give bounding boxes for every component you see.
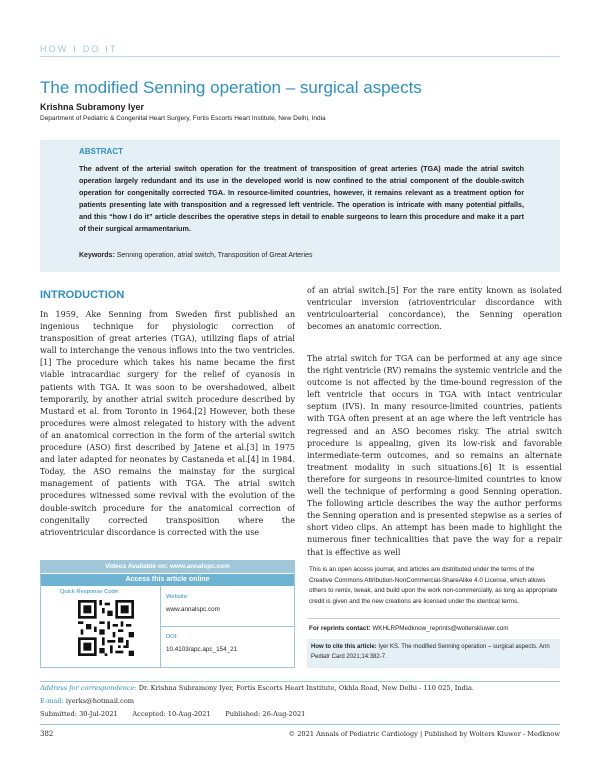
qr-code-label: Quick Response Code: xyxy=(60,589,120,595)
reprints-email[interactable]: WKHLRPMedknow_reprints@wolterskluwer.com xyxy=(372,625,509,632)
introduction-left-column: In 1959, Ake Senning from Sweden first published an ingenious technique for physiologic correction of transposition of great arteries (TGA), utilizing flaps of atrial wall to interchange the venous inflows into the two ventricles.[1] The procedure which takes his name became the first viable intracardiac surgery for the relief of cyanosis in patients with TGA. It was soon to be overshadowed, albeit temporarily, by another atrial switch procedure described by Mustard et al. from Toronto in 1964.[2] However, both these procedures were almost relegated to history with the advent of an anatomical correction in the form of the arterial switch procedure (ASO) first described by Jatene et al.[3] in 1975 and later adapted for neonates by Castaneda et al.[4] in 1984. Today, the ASO remains the mainstay for the surgical management of patients with TGA. The atrial switch procedures witnessed some revival with the evolution of the double-switch procedure for the anatomical correction of congenitally corrected transposition where the atrioventricular discordance is corrected with the use xyxy=(40,310,295,537)
website-link[interactable]: www.annalspc.com xyxy=(166,606,220,613)
reprints-label: For reprints contact: xyxy=(309,625,371,632)
access-box-row-divider xyxy=(160,626,294,627)
email-label: E-mail: xyxy=(40,697,64,705)
correspondence-text: Dr. Krishna Subramony Iyer, Fortis Escorts Heart Institute, Okhla Road, New Delhi - 110 025, India. xyxy=(138,684,475,692)
reprints-contact xyxy=(309,625,509,632)
citation-text: Iyer KS. The modified Senning operation – surgical aspects. Ann Pediatr Card 2021;14:382-7. xyxy=(311,644,550,660)
keywords-list: Senning operation, atrial switch, Transposition of Great Arteries xyxy=(116,252,313,259)
citation-text-block xyxy=(311,642,557,662)
citation-label: How to cite this article: xyxy=(311,644,377,650)
page-number: 382 xyxy=(40,730,54,738)
author-affiliation: Department of Pediatric & Congenital Heart Surgery, Fortis Escorts Heart Institute, New Delhi, India xyxy=(40,115,326,122)
website-label: Website: xyxy=(166,594,189,600)
published-date: Published: 26-Aug-2021 xyxy=(225,710,306,718)
keywords-label: Keywords: xyxy=(79,252,115,259)
license-divider xyxy=(307,618,560,619)
submitted-date: Submitted: 30-Jul-2021 xyxy=(40,710,118,718)
footer-divider xyxy=(40,724,560,725)
open-access-license-text: This is an open access journal, and articles are distributed under the terms of the Creative Commons Attribution-NonCommercial-ShareAlike 4.0 License, which allows others to remix, tweak, and build upon the work non-commercially, as long as appropriate credit is given and the new creations are licensed under the identical terms. xyxy=(309,566,558,605)
abstract-text: The advent of the arterial switch operation for the treatment of transposition of great arteries (TGA) made the atrial switch operation largely redundant and its use in the developed world is now confined to the atrial component of the double-switch operation for congenitally corrected TGA. In resource-limited countries, however, it remains relevant as a treatment option for patients presenting late with transposition and a regressed left ventricle. The operation is intricate with many potential pitfalls, and this “how I do it” article describes the operative steps in detail to enable surgeons to learn this procedure and make it a part of their surgical armamentarium. xyxy=(79,164,524,233)
accepted-date: Accepted: 10-Aug-2021 xyxy=(132,710,211,718)
author-name: Krishna Subramony Iyer xyxy=(40,102,145,112)
correspondence-label: Address for correspondence: xyxy=(40,684,137,692)
article-dates xyxy=(40,710,305,718)
introduction-heading: INTRODUCTION xyxy=(40,289,125,301)
introduction-right-column-para2: The atrial switch for TGA can be performed at any age since the right ventricle (RV) remains the systemic ventricle and the outcome is not affected by the time-bound regression of the left ventricle that occurs in TGA with intact ventricular septum (IVS). In many resource-limited countries, patients with TGA often present at an age where the left ventricle has regressed and an ASO becomes risky. The atrial switch procedure is appealing, given its low-risk and favorable intermediate-term outcomes, and so remains an alternate treatment modality in such situations.[6] It is essential therefore for surgeons in resource-limited countries to know well the technique of performing a good Senning operation. The following article describes the way the author performs the Senning operation and is presented stepwise as a series of short video clips. An attempt has been made to highlight the numerous finer technicalities that pave the way for a repair that is effective as well xyxy=(307,354,562,557)
introduction-right-column-para1: of an atrial switch.[5] For the rare entity known as isolated ventricular inversion (atrioventricular discordance with ventriculoarterial concordance), the Senning operation becomes an anatomic correction. xyxy=(307,286,562,332)
correspondence-email xyxy=(40,697,134,705)
header-divider xyxy=(40,56,560,57)
doi-link[interactable]: 10.4103/apc.apc_154_21 xyxy=(166,646,238,653)
article-title: The modified Senning operation – surgical aspects xyxy=(40,78,422,97)
doi-label: DOI: xyxy=(166,634,178,640)
section-tag: HOW I DO IT xyxy=(40,44,118,54)
access-online-bar: Access this article online xyxy=(41,574,294,586)
copyright-line: © 2021 Annals of Pediatric Cardiology | Published by Wolters Kluwer - Medknow xyxy=(288,730,560,738)
footnote-divider xyxy=(40,681,560,682)
qr-code-icon[interactable] xyxy=(78,600,134,656)
keywords xyxy=(79,252,312,259)
correspondence-address xyxy=(40,684,474,692)
access-box-divider xyxy=(160,586,161,668)
email-address[interactable]: iyerks@hotmail.com xyxy=(65,697,135,705)
abstract-heading: ABSTRACT xyxy=(79,147,123,156)
videos-available-bar[interactable]: Videos Available on: www.annalspc.com xyxy=(41,561,294,573)
